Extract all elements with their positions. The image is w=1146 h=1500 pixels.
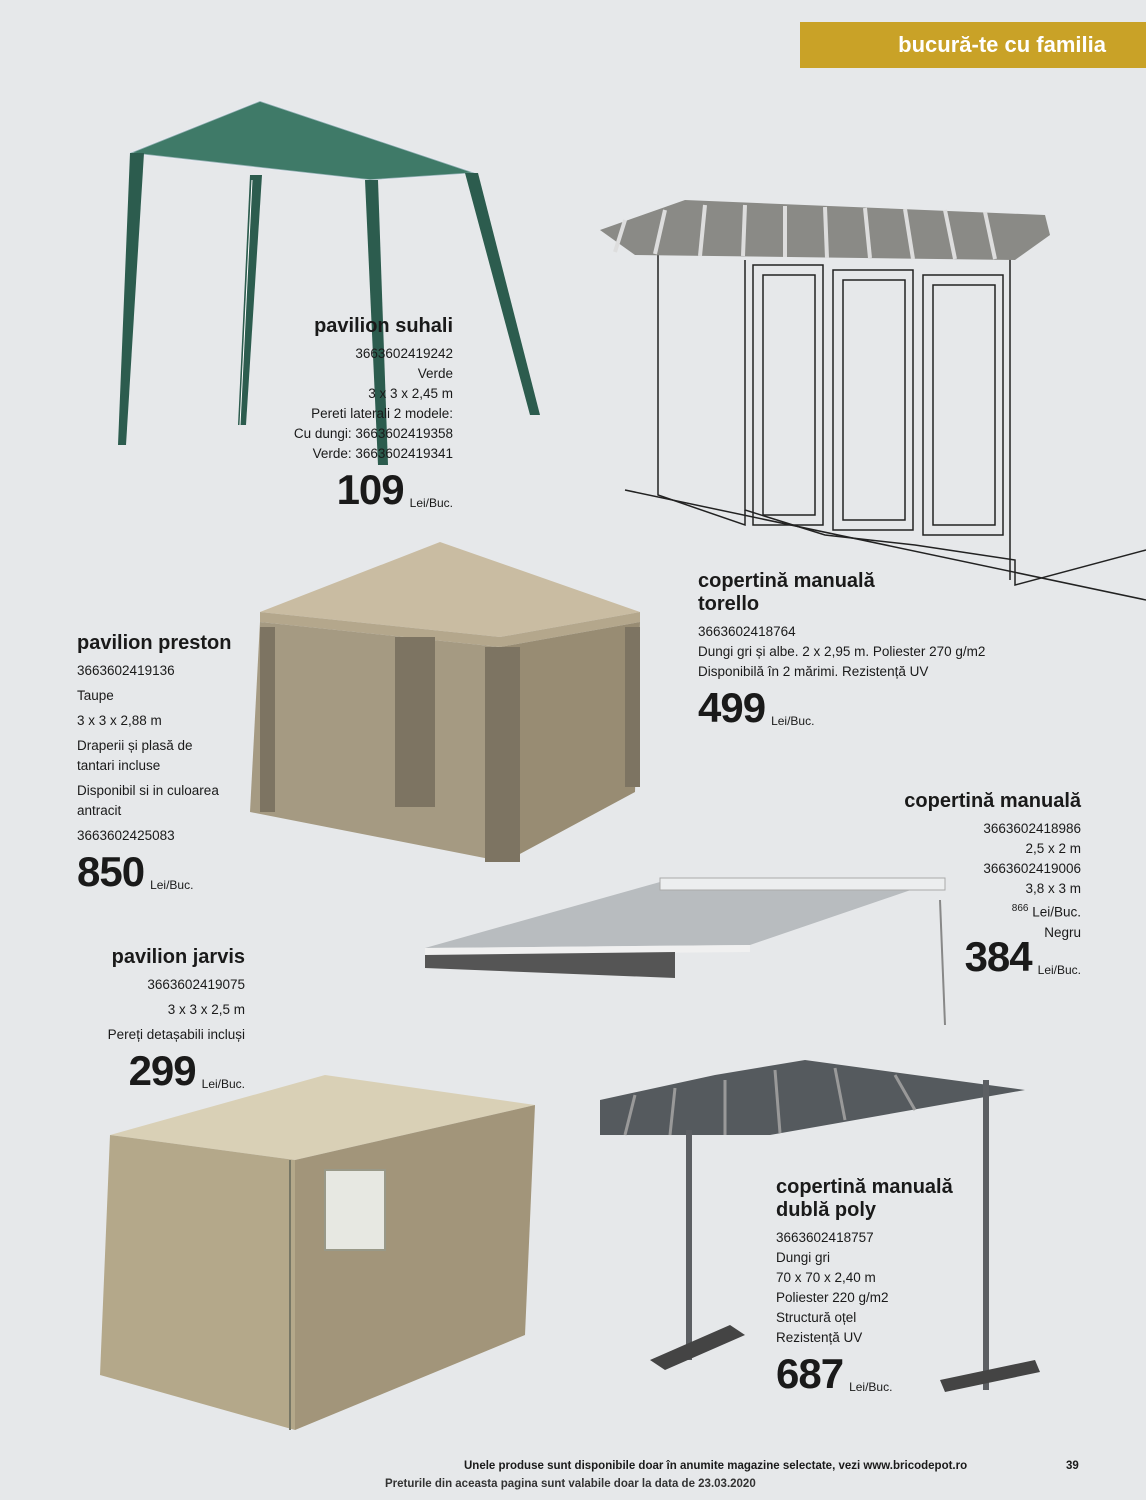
price-value: 299 [128,1047,196,1094]
product-price [240,468,453,512]
pavilion-jarvis-image [95,1075,540,1430]
product-detail: 3 x 3 x 2,5 m [167,1002,245,1017]
alt-price-value: 866 [1011,903,1029,914]
product-detail: 3,8 x 3 m [1025,881,1081,896]
product-code: 3663602419136 [77,663,175,678]
product-detail: Draperii și plasă de [77,738,193,753]
product-price [698,686,1118,730]
product-code: 3663602418764 [698,624,796,639]
product-detail: Cu dungi: 3663602419358 [293,426,453,441]
product-pavilion-suhali [240,315,453,512]
product-title-line: copertină manuală [776,1176,953,1198]
product-pavilion-jarvis [60,946,245,1093]
product-code: 3663602419242 [355,346,453,361]
product-detail: Dungi gri [776,1250,831,1265]
product-detail: Dungi gri și albe. 2 x 2,95 m. Poliester 270 g/m2 [698,644,986,659]
product-copertina-manuala [860,790,1081,979]
product-detail: 3 x 3 x 2,45 m [368,386,453,401]
product-detail: Taupe [77,688,114,703]
product-code: 3663602418757 [776,1230,874,1245]
product-title [776,1176,1006,1222]
product-detail: tantari incluse [77,758,161,773]
product-detail: Structură oțel [776,1310,857,1325]
section-banner: bucură-te cu familia [800,22,1146,68]
product-color: Negru [1044,924,1081,940]
price-unit: Lei/Buc. [1037,962,1081,977]
product-price [77,850,247,894]
product-price [776,1352,1006,1396]
product-detail: 3 x 3 x 2,88 m [77,713,162,728]
product-title-line: dublă poly [776,1199,876,1221]
product-title-line: torello [698,593,760,615]
price-value: 687 [776,1350,844,1397]
product-title-line: copertină manuală [698,570,875,592]
product-title: pavilion preston [77,632,232,654]
product-detail: 2,5 x 2 m [1025,841,1081,856]
product-detail: 70 x 70 x 2,40 m [776,1270,876,1285]
product-detail: Disponibilă în 2 mărimi. Rezistență UV [698,664,929,679]
copertina-torello-image [595,190,1146,630]
product-title: pavilion suhali [314,315,453,337]
product-detail: 3663602419006 [983,861,1081,876]
price-value: 499 [698,684,766,731]
price-value: 384 [964,932,1032,980]
product-detail: Disponibil si in culoarea [77,783,219,798]
product-code: 3663602419075 [147,977,245,992]
product-detail: Verde [417,366,453,381]
product-detail: Pereți detașabili incluși [107,1027,245,1042]
product-copertina-torello [698,570,1118,730]
product-price [60,1049,245,1093]
product-copertina-dubla [776,1176,1006,1396]
price-value: 109 [336,466,404,513]
price-unit: Lei/Buc. [849,1380,893,1394]
product-detail: Poliester 220 g/m2 [776,1290,889,1305]
product-detail: Pereti laterali 2 modele: [311,406,453,421]
price-unit: Lei/Buc. [201,1077,245,1091]
product-pavilion-preston [77,632,247,894]
product-title: copertină manuală [904,790,1081,812]
alt-price [860,899,1081,923]
product-title: pavilion jarvis [111,946,245,968]
price-unit: Lei/Buc. [409,496,453,510]
validity-note: Preturile din aceasta pagina sunt valabile doar la data de 23.03.2020 [385,1478,756,1490]
availability-note: Unele produse sunt disponibile doar în anumite magazine selectate, vezi www.bricodepot.ro [464,1460,968,1472]
price-value: 850 [77,848,145,895]
price-unit: Lei/Buc. [771,714,815,728]
price-unit: Lei/Buc. [150,878,194,892]
page-number: 39 [1066,1460,1079,1472]
product-detail: 3663602425083 [77,828,175,843]
alt-price-unit: Lei/Buc. [1032,904,1081,920]
product-detail: Verde: 3663602419341 [312,446,453,461]
product-detail: Rezistență UV [776,1330,863,1345]
pavilion-preston-image [240,542,660,867]
product-detail: antracit [77,803,122,818]
product-title [698,570,1118,616]
product-detail: 3663602418986 [983,821,1081,836]
